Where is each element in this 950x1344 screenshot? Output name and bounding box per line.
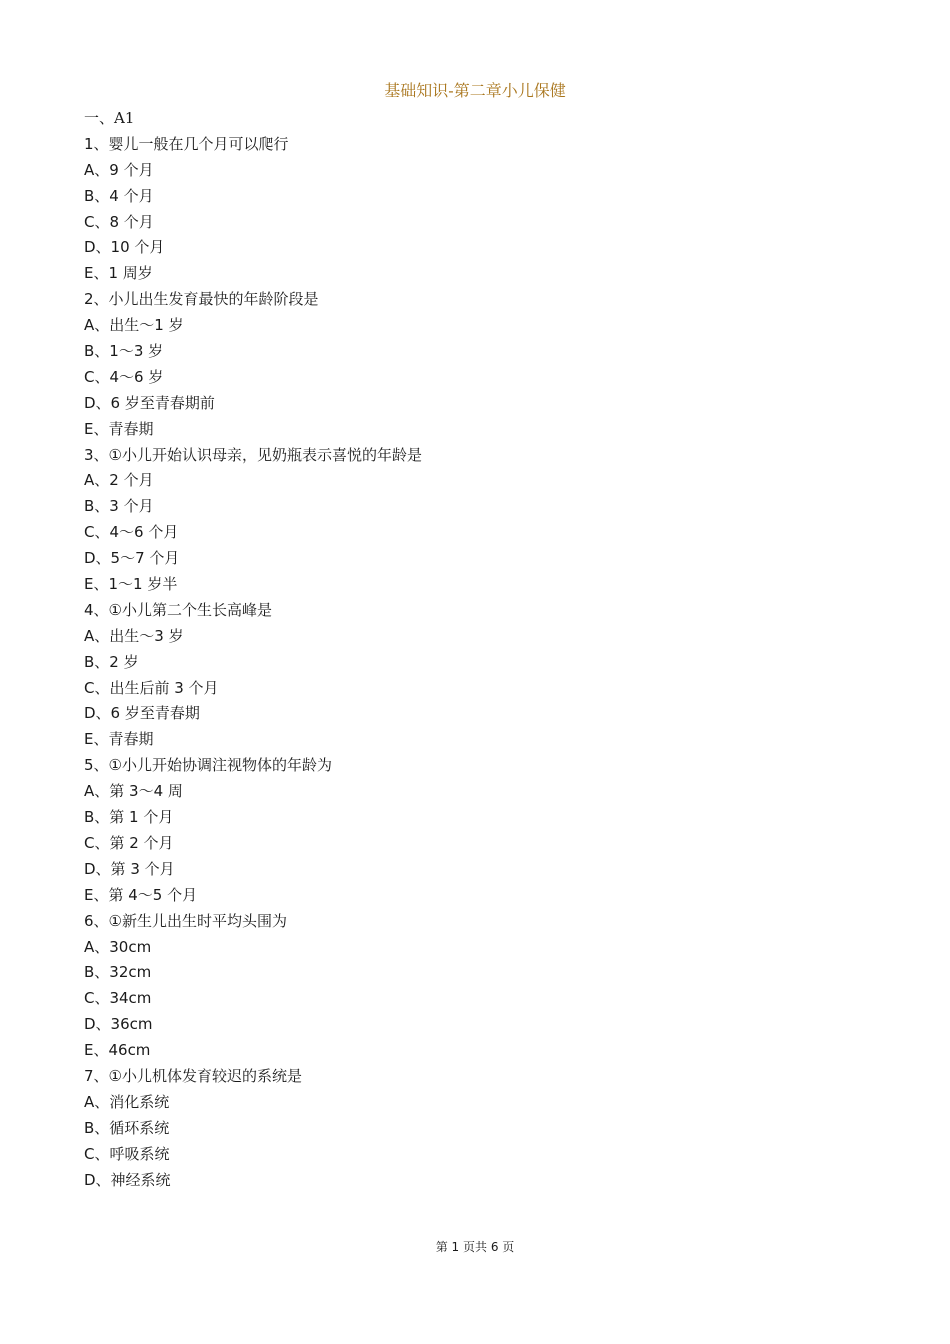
answer-option: D、36cm bbox=[84, 1015, 153, 1034]
answer-option: C、34cm bbox=[84, 989, 152, 1008]
question-stem: 7、①小儿机体发育较迟的系统是 bbox=[84, 1066, 302, 1085]
question-stem: 3、①小儿开始认识母亲，见奶瓶表示喜悦的年龄是 bbox=[84, 445, 422, 464]
answer-option: E、1 周岁 bbox=[84, 264, 153, 283]
answer-option: E、青春期 bbox=[84, 419, 154, 438]
section-heading: 一、A1 bbox=[84, 109, 135, 127]
question-stem: 6、①新生儿出生时平均头围为 bbox=[84, 911, 287, 930]
answer-option: B、3 个月 bbox=[84, 497, 154, 516]
document-title: 基础知识-第二章小儿保健 bbox=[384, 81, 566, 100]
answer-option: D、10 个月 bbox=[84, 238, 165, 257]
answer-option: C、8 个月 bbox=[84, 212, 154, 231]
answer-option: A、出生～3 岁 bbox=[84, 626, 184, 645]
answer-option: A、出生～1 岁 bbox=[84, 316, 184, 335]
question-stem: 5、①小儿开始协调注视物体的年龄为 bbox=[84, 756, 332, 775]
answer-option: D、6 岁至青春期前 bbox=[84, 393, 215, 412]
answer-option: B、4 个月 bbox=[84, 186, 154, 205]
answer-option: E、46cm bbox=[84, 1041, 151, 1060]
answer-option: A、30cm bbox=[84, 937, 152, 956]
answer-option: B、32cm bbox=[84, 963, 152, 982]
answer-option: C、4～6 岁 bbox=[84, 367, 164, 386]
answer-option: C、出生后前 3 个月 bbox=[84, 678, 219, 697]
answer-option: A、第 3～4 周 bbox=[84, 782, 183, 801]
question-list bbox=[84, 106, 884, 1193]
question-stem: 1、婴儿一般在几个月可以爬行 bbox=[84, 134, 289, 153]
answer-option: B、第 1 个月 bbox=[84, 808, 174, 827]
question-stem: 2、小儿出生发育最快的年龄阶段是 bbox=[84, 290, 319, 309]
answer-option: A、消化系统 bbox=[84, 1092, 170, 1111]
answer-option: E、1～1 岁半 bbox=[84, 575, 178, 594]
question-stem: 4、①小儿第二个生长高峰是 bbox=[84, 600, 272, 619]
page-footer: 第 1 页共 6 页 bbox=[435, 1240, 515, 1254]
answer-option: B、循环系统 bbox=[84, 1118, 170, 1137]
answer-option: E、第 4～5 个月 bbox=[84, 885, 198, 904]
answer-option: C、4～6 个月 bbox=[84, 523, 179, 542]
answer-option: A、2 个月 bbox=[84, 471, 154, 490]
answer-option: D、6 岁至青春期 bbox=[84, 704, 200, 723]
answer-option: D、神经系统 bbox=[84, 1170, 171, 1189]
answer-option: D、第 3 个月 bbox=[84, 859, 175, 878]
answer-option: A、9 个月 bbox=[84, 160, 154, 179]
answer-option: C、第 2 个月 bbox=[84, 833, 174, 852]
answer-option: E、青春期 bbox=[84, 730, 154, 749]
answer-option: B、1～3 岁 bbox=[84, 342, 164, 361]
answer-option: C、呼吸系统 bbox=[84, 1144, 170, 1163]
answer-option: D、5～7 个月 bbox=[84, 549, 180, 568]
answer-option: B、2 岁 bbox=[84, 652, 139, 671]
